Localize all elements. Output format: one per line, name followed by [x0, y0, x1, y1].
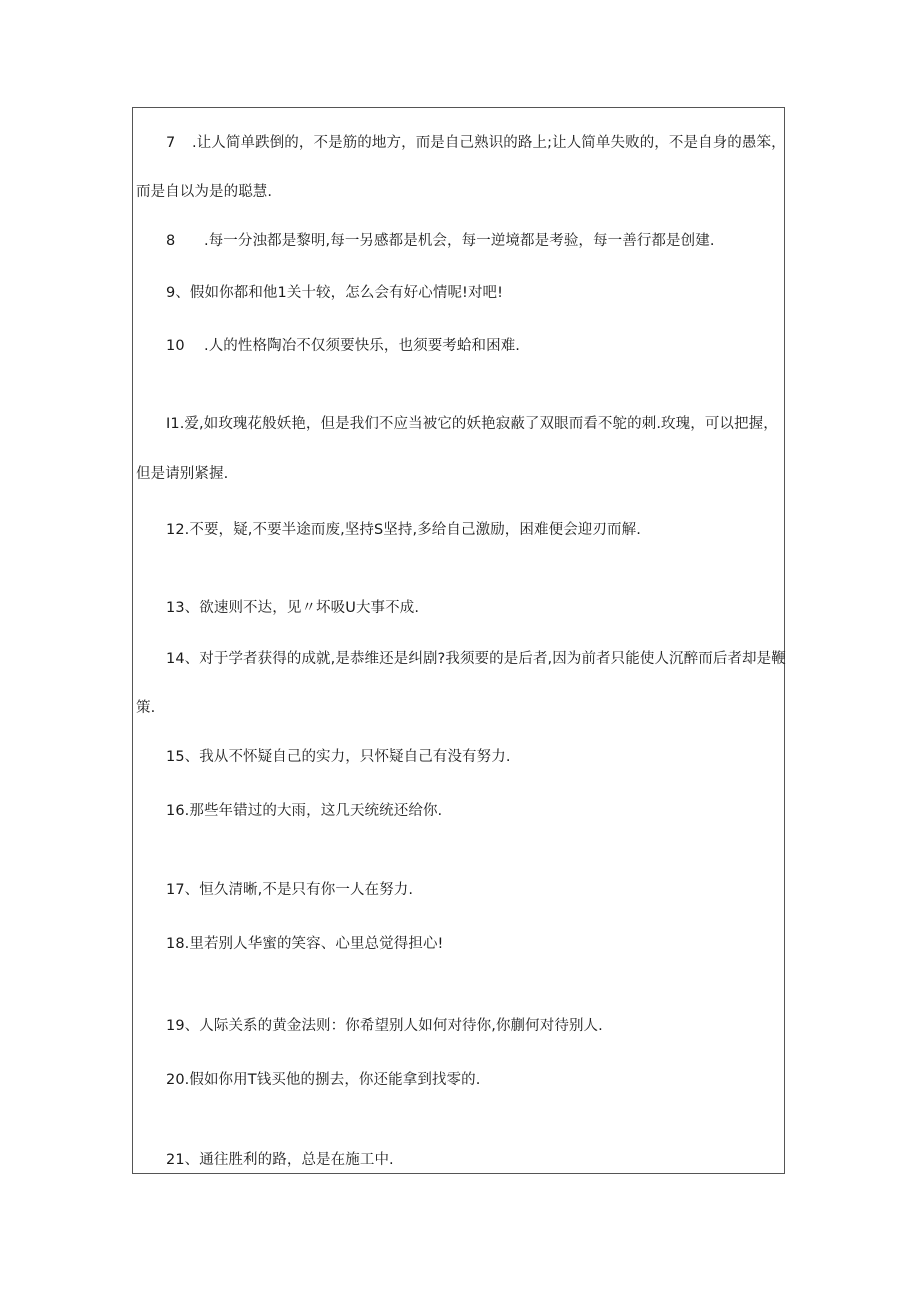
quote-9 — [132, 284, 819, 302]
quote-18 — [132, 935, 819, 953]
quote-19 — [132, 1017, 819, 1035]
quote-text: 而是自以为是的聪慧. — [136, 184, 273, 200]
quote-16 — [132, 802, 819, 820]
quote-text: 13、欲速则不达，见〃坏吸U大事不成. — [166, 600, 420, 616]
quote-21 — [132, 1151, 819, 1169]
quote-text: 18.里若别人华蜜的笑容、心里总觉得担心! — [166, 936, 444, 952]
quote-text: .人的性格陶冶不仅须要快乐，也须要考蛤和困难. — [204, 338, 521, 354]
quote-text: .每一分浊都是黎明,每一另感都是机会，每一逆境都是考验，每一善行都是创建. — [204, 233, 715, 249]
quote-text: 但是请别紧握. — [136, 466, 229, 482]
quote-number: 7 — [166, 135, 176, 151]
quote-text: 19、人际关系的黄金法则：你希望别人如何对待你,你蒯何对待别人. — [166, 1018, 603, 1034]
quote-11-line-2 — [132, 465, 789, 483]
quote-text: 12.不要，疑,不要半途而废,坚持S坚持,多给自己激励，困难便会迎刃而解. — [166, 522, 641, 538]
quote-text: 15、我从不怀疑自己的实力，只怀疑自己有没有努力. — [166, 749, 511, 765]
quote-text: 14、对于学者获得的成就,是恭维还是纠剧?我须要的是后者,因为前者只能使人沉醉而后者却是鞭 — [166, 651, 786, 667]
quote-text: 17、恒久清晰,不是只有你一人在努力. — [166, 882, 414, 898]
quote-text: 16.那些年错过的大雨，这几天统统还给你. — [166, 803, 443, 819]
quote-12 — [132, 521, 819, 539]
quote-7-line-1 — [132, 134, 819, 152]
content-frame — [132, 107, 785, 1174]
quote-8 — [132, 232, 819, 250]
quote-text: 21、通往胜利的路，总是在施工中. — [166, 1152, 394, 1168]
quote-13 — [132, 599, 819, 617]
quote-number: 10 — [166, 338, 185, 354]
quote-text: 策. — [136, 700, 156, 716]
quote-text: 20.假如你用T钱买他的捌去，你还能拿到找零的. — [166, 1072, 481, 1088]
quote-20 — [132, 1071, 819, 1089]
quote-text: 9、假如你都和他1关十较，怎么会有好心情呢!对吧! — [166, 285, 504, 301]
quote-17 — [132, 881, 819, 899]
quote-14-line-2 — [132, 699, 789, 717]
quote-14-line-1 — [132, 650, 819, 668]
quote-text: .让人简单跌倒的，不是筋的地方，而是自己熟识的路上;让人简单失败的，不是自身的愚笨， — [192, 135, 786, 151]
quote-10 — [132, 337, 819, 355]
quote-7-line-2 — [132, 183, 789, 201]
quote-text: I1.爱,如玫瑰花般妖艳，但是我们不应当被它的妖艳寂蔽了双眼而看不鸵的刺.玫瑰，可以把握， — [166, 416, 778, 432]
quote-number: 8 — [166, 233, 176, 249]
quote-15 — [132, 748, 819, 766]
quote-11-line-1 — [132, 415, 819, 433]
